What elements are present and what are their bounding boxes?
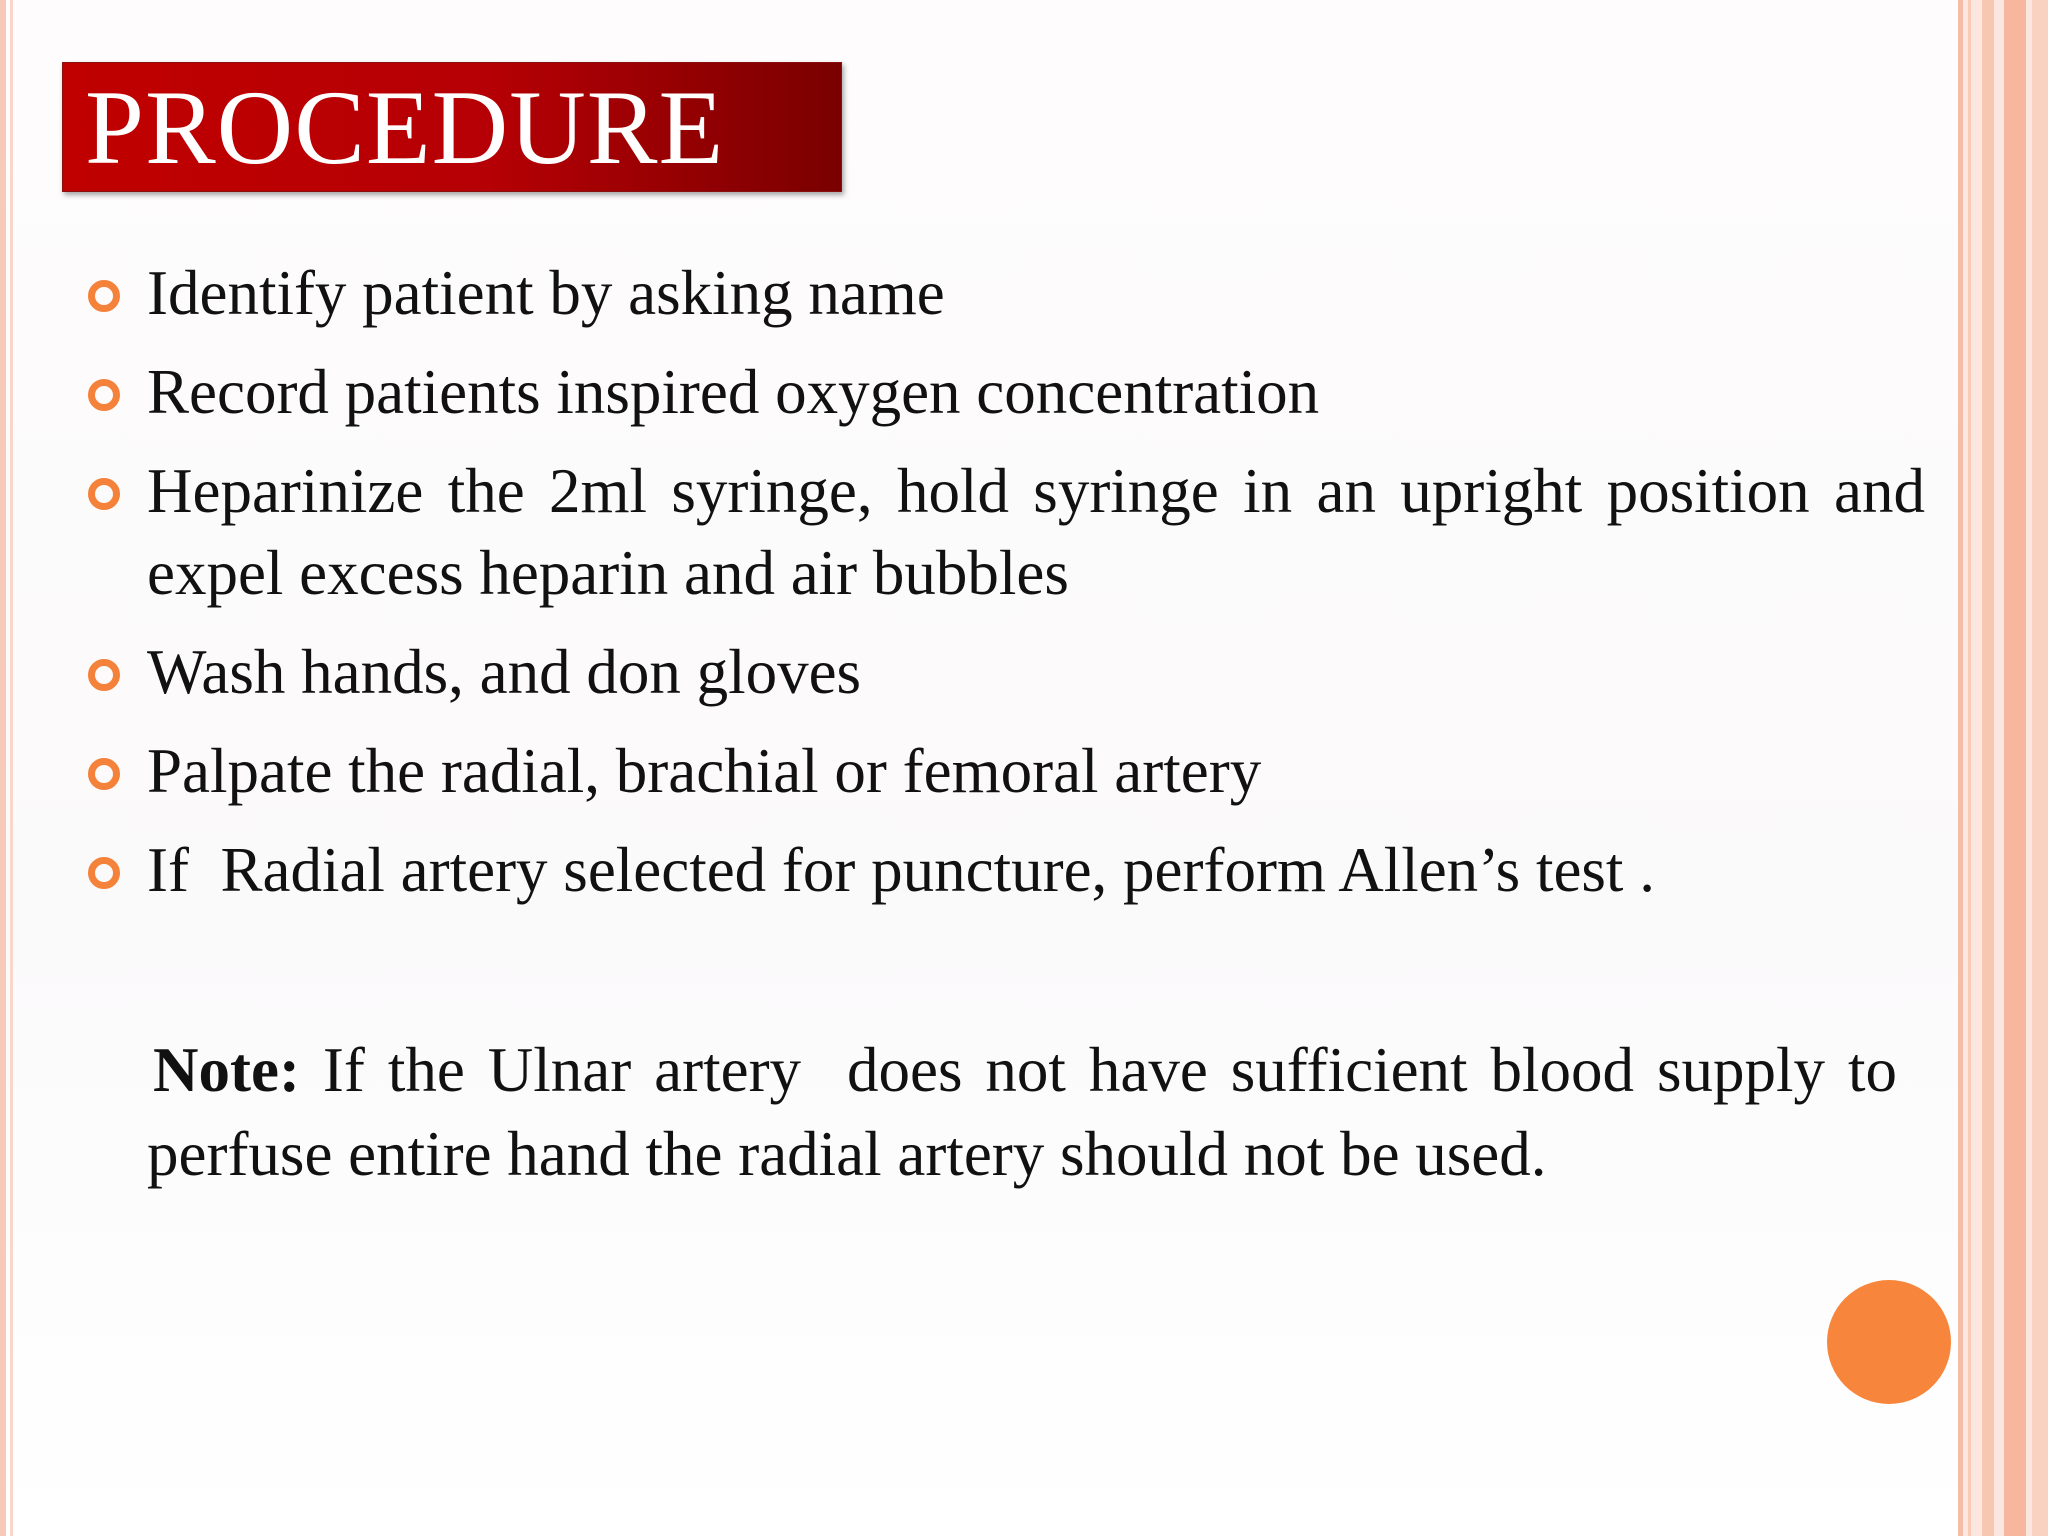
right-decor-stripe	[1982, 0, 1994, 1536]
bullet-circle-icon	[88, 857, 120, 889]
orange-circle-decoration-icon	[1827, 1280, 1951, 1404]
left-decor-stripe	[0, 0, 6, 1536]
bullet-text: Wash hands, and don gloves	[147, 637, 862, 707]
right-decor-stripe	[2032, 0, 2048, 1536]
bullet-item	[85, 730, 1925, 812]
bullet-item	[85, 631, 1925, 713]
right-decor-stripe	[2004, 0, 2026, 1536]
bullet-text: Record patients inspired oxygen concentration	[147, 357, 1320, 427]
bullet-circle-icon	[88, 659, 120, 691]
right-decor-stripe	[1958, 0, 1963, 1536]
bullet-item	[85, 450, 1925, 614]
bullet-circle-icon	[88, 478, 120, 510]
bullet-item	[85, 252, 1925, 334]
bullet-text: If Radial artery selected for puncture, perform Allen’s test .	[147, 835, 1655, 905]
bullet-text: Palpate the radial, brachial or femoral artery	[147, 736, 1262, 806]
note-paragraph	[147, 1028, 1913, 1196]
bullet-item	[85, 829, 1925, 911]
right-decor-stripe	[1968, 0, 1971, 1536]
bullet-text: Heparinize the 2ml syringe, hold syringe in an upright position and expel excess heparin and air bubbles	[147, 456, 1925, 608]
bullet-circle-icon	[88, 379, 120, 411]
title-banner	[62, 62, 842, 192]
note-text: If the Ulnar artery does not have sufficient blood supply to perfuse entire hand the radial artery should not be used.	[147, 1035, 1913, 1189]
note-label: Note:	[153, 1035, 300, 1105]
slide-title: PROCEDURE	[85, 69, 725, 186]
bullet-circle-icon	[88, 280, 120, 312]
left-decor-stripe-thin	[10, 0, 13, 1536]
bullet-item	[85, 351, 1925, 433]
bullet-circle-icon	[88, 758, 120, 790]
bullet-list	[85, 252, 1925, 928]
bullet-text: Identify patient by asking name	[147, 258, 945, 328]
